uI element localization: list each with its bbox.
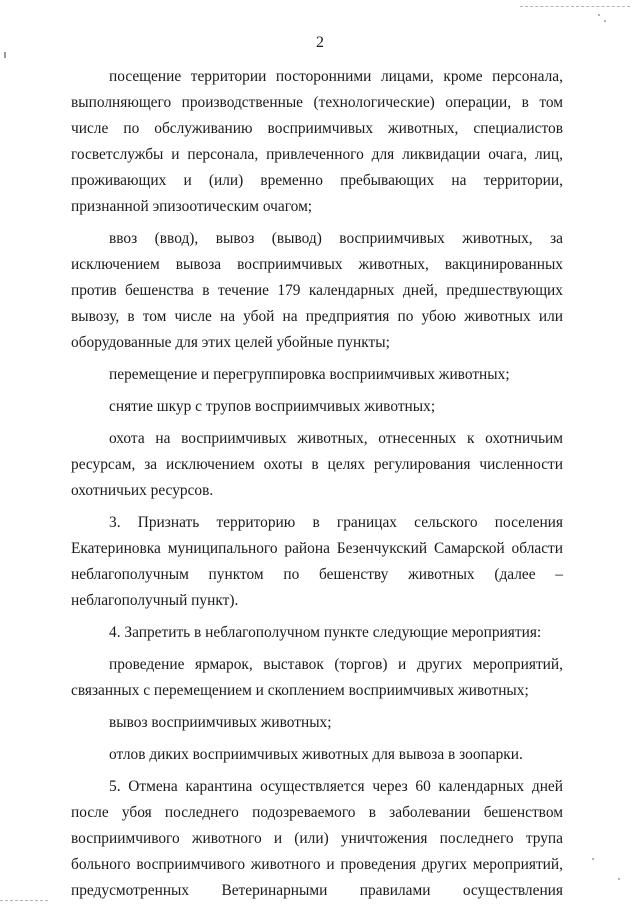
paragraph-skinning: снятие шкур с трупов восприимчивых животных; [109,398,436,415]
paragraph-fairs: проведение ярмарок, выставок (торгов) и других мероприятий, связанных с перемещением и скоплением восприимчивых животных; [71,656,563,699]
scan-artifact-dot [604,20,606,22]
paragraph-hunting: охота на восприимчивых животных, отнесенных к охотничьим ресурсам, за исключением охоты в целях регулирования численности охотничьих ресурсов. [71,430,563,499]
scan-artifact-tick [4,52,6,58]
scan-artifact-top-dash [520,6,630,7]
paragraph-item-3: 3. Признать территорию в границах сельского поселения Екатериновка муниципального района Безенчукский Самарской области неблагополучным пунктом по бешенству животных (далее – неблагополучный пункт). [71,514,563,609]
paragraph-item-4: 4. Запретить в неблагополучном пункте следующие мероприятия: [109,624,542,641]
scan-artifact-dot [598,14,600,16]
scan-artifact-dot [592,858,594,860]
paragraph-import-export: ввоз (ввод), вывоз (вывод) восприимчивых животных, за исключением вывоза восприимчивых животных, вакцинированных против бешенства в течение 179 календарных дней, предшествующих вывозу, в том числе на убой на предприятия по убою животных или оборудованные для этих целей убойные пункты; [71,230,563,351]
page-number: 2 [316,34,324,51]
paragraph-visit-restriction: посещение территории посторонними лицами, кроме персонала, выполняющего производственные (технологические) операции, в том числе по обслуживанию восприимчивых животных, специалистов госветслужбы и персонала, привлеченного для ликвидации очага, лиц, проживающих и (или) временно пребывающих на территории, признанной эпизоотическим очагом; [71,68,563,215]
paragraph-capture: отлов диких восприимчивых животных для вывоза в зоопарки. [109,746,523,763]
paragraph-item-5: 5. Отмена карантина осуществляется через 60 календарных дней после убоя последнего подозреваемого в заболевании бешенством восприимчивого животного и (или) уничтожения последнего трупа больного восприимчивого животного и проведения других мероприятий, предусмотренных Ветеринарными правилами осуществления [71,778,563,899]
scan-artifact-dot [618,878,620,880]
paragraph-animal-export: вывоз восприимчивых животных; [109,714,332,731]
document-body [71,64,563,910]
scan-artifact-bottom-dash [0,900,48,901]
paragraph-movement: перемещение и перегруппировка восприимчивых животных; [109,366,510,383]
